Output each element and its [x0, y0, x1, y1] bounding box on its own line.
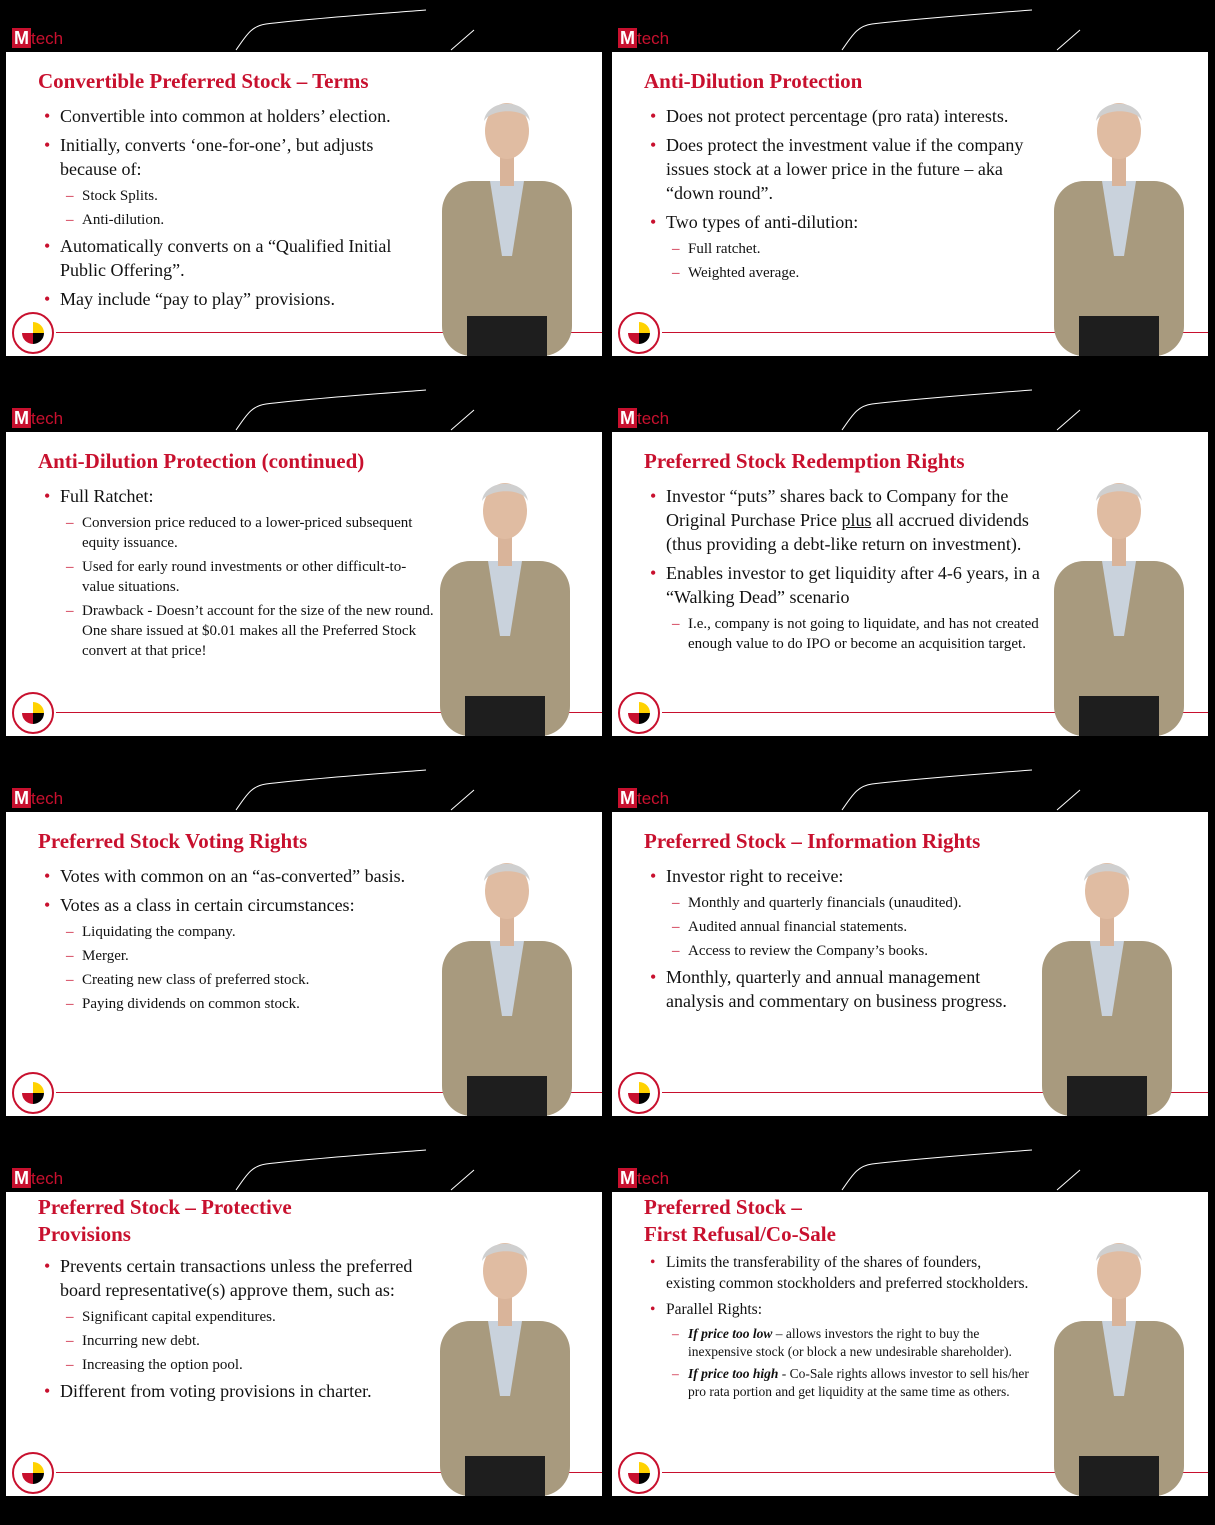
slide-redemption-rights[interactable] — [612, 386, 1208, 756]
slide-header-bar — [612, 1146, 1208, 1192]
bullet: • Does protect the investment value if the company issues stock at a lower price in the future – aka “down round”. — [650, 133, 1040, 205]
university-seal-icon — [618, 312, 660, 354]
bullet: • Enables investor to get liquidity after 4-6 years, in a “Walking Dead” scenario — [650, 561, 1040, 609]
slide-title: Preferred Stock – Protective Provisions — [38, 1195, 292, 1246]
slide-title: Preferred Stock – Information Rights — [644, 829, 981, 853]
bullet: • Votes as a class in certain circumstances: — [44, 893, 434, 917]
sub-bullet: – Access to review the Company’s books. — [650, 941, 1020, 961]
bullet: • Automatically converts on a “Qualified Initial Public Offering”. — [44, 234, 434, 282]
slide-body — [650, 1252, 1032, 1405]
mtech-logo: M tech — [620, 28, 670, 48]
sub-bullet: – Stock Splits. — [44, 186, 434, 206]
mtech-logo: M tech — [620, 788, 670, 808]
sub-bullet: – If price too high - Co-Sale rights allows investor to sell his/her pro rata portion and get liquidity at the same time as others. — [650, 1365, 1032, 1401]
slide-footer-bar — [6, 1116, 602, 1136]
mtech-logo: M tech — [14, 788, 64, 808]
slide-body — [44, 484, 434, 665]
slide-voting-rights[interactable] — [6, 766, 602, 1136]
mtech-logo: M tech — [14, 28, 64, 48]
slide-body — [650, 864, 1020, 1018]
sub-bullet: – Full ratchet. — [650, 239, 1040, 259]
bullet: • Initially, converts ‘one-for-one’, but adjusts because of: — [44, 133, 434, 181]
slide-footer-bar — [612, 1496, 1208, 1516]
presenter-image — [430, 1226, 580, 1496]
bullet: • Prevents certain transactions unless the preferred board representative(s) approve them, such as: — [44, 1254, 434, 1302]
slide-body — [650, 104, 1040, 287]
sub-bullet: – Conversion price reduced to a lower-priced subsequent equity issuance. — [44, 513, 434, 553]
slide-anti-dilution-continued[interactable] — [6, 386, 602, 756]
swoosh-decoration — [832, 6, 1082, 52]
sub-bullet: – Drawback - Doesn’t account for the size of the new round. One share issued at $0.01 makes all the Preferred Stock convert at that price! — [44, 601, 434, 661]
university-seal-icon — [618, 1072, 660, 1114]
slide-title: Preferred Stock Voting Rights — [38, 829, 308, 853]
sub-bullet: – Incurring new debt. — [44, 1331, 434, 1351]
swoosh-decoration — [832, 386, 1082, 432]
bullet: • Different from voting provisions in charter. — [44, 1379, 434, 1403]
university-seal-icon — [618, 1452, 660, 1494]
university-seal-icon — [12, 1072, 54, 1114]
sub-bullet: – Merger. — [44, 946, 434, 966]
slide-information-rights[interactable] — [612, 766, 1208, 1136]
slide-title: Convertible Preferred Stock – Terms — [38, 69, 369, 93]
bullet: • Limits the transferability of the shares of founders, existing common stockholders and preferred stockholders. — [650, 1252, 1032, 1294]
university-seal-icon — [12, 1452, 54, 1494]
slide-body — [44, 864, 434, 1018]
sub-bullet: – Significant capital expenditures. — [44, 1307, 434, 1327]
slide-footer-bar — [612, 356, 1208, 376]
swoosh-decoration — [226, 1146, 476, 1192]
presenter-image — [1044, 86, 1194, 356]
presenter-image — [1032, 846, 1182, 1116]
sub-bullet: – Monthly and quarterly financials (unaudited). — [650, 893, 1020, 913]
presenter-image — [1044, 1226, 1194, 1496]
slide-header-bar — [6, 1146, 602, 1192]
slide-first-refusal-co-sale[interactable] — [612, 1146, 1208, 1516]
mtech-logo: M tech — [620, 1168, 670, 1188]
slide-header-bar — [6, 6, 602, 52]
university-seal-icon — [12, 692, 54, 734]
slide-title: Anti-Dilution Protection (continued) — [38, 449, 365, 473]
slide-title: Anti-Dilution Protection — [644, 69, 863, 93]
sub-bullet: – Creating new class of preferred stock. — [44, 970, 434, 990]
bullet: • Convertible into common at holders’ election. — [44, 104, 434, 128]
slide-footer-bar — [6, 1496, 602, 1516]
sub-bullet: – Liquidating the company. — [44, 922, 434, 942]
bullet: • Does not protect percentage (pro rata) interests. — [650, 104, 1040, 128]
presenter-image — [432, 846, 582, 1116]
bullet: • Monthly, quarterly and annual management analysis and commentary on business progress. — [650, 965, 1020, 1013]
bullet: • Votes with common on an “as-converted” basis. — [44, 864, 434, 888]
bullet: • Full Ratchet: — [44, 484, 434, 508]
slide-protective-provisions[interactable] — [6, 1146, 602, 1516]
bullet: • Parallel Rights: — [650, 1299, 1032, 1320]
swoosh-decoration — [832, 766, 1082, 812]
bullet: • Investor “puts” shares back to Company for the Original Purchase Price plus all accrued dividends (thus providing a debt-like return on investment). — [650, 484, 1040, 556]
sub-bullet: – Paying dividends on common stock. — [44, 994, 434, 1014]
slide-header-bar — [6, 766, 602, 812]
slide-footer-bar — [612, 736, 1208, 756]
presenter-image — [432, 86, 582, 356]
sub-bullet: – Anti-dilution. — [44, 210, 434, 230]
swoosh-decoration — [226, 386, 476, 432]
swoosh-decoration — [226, 766, 476, 812]
slide-anti-dilution[interactable] — [612, 6, 1208, 376]
slide-footer-bar — [6, 736, 602, 756]
presenter-image — [430, 466, 580, 736]
slide-header-bar — [6, 386, 602, 432]
sub-bullet: – Used for early round investments or other difficult-to-value situations. — [44, 557, 434, 597]
slide-body — [44, 1254, 434, 1408]
sub-bullet: – Audited annual financial statements. — [650, 917, 1020, 937]
slide-title: Preferred Stock Redemption Rights — [644, 449, 965, 473]
sub-bullet: – Increasing the option pool. — [44, 1355, 434, 1375]
university-seal-icon — [618, 692, 660, 734]
slide-body — [44, 104, 434, 316]
slide-body — [650, 484, 1040, 658]
bullet: • May include “pay to play” provisions. — [44, 287, 434, 311]
slide-footer-bar — [612, 1116, 1208, 1136]
slide-convertible-terms[interactable] — [6, 6, 602, 376]
swoosh-decoration — [226, 6, 476, 52]
sub-bullet: – I.e., company is not going to liquidate, and has not created enough value to do IPO or become an acquisition target. — [650, 614, 1040, 654]
bullet: • Investor right to receive: — [650, 864, 1020, 888]
slide-footer-bar — [6, 356, 602, 376]
university-seal-icon — [12, 312, 54, 354]
slide-header-bar — [612, 6, 1208, 52]
swoosh-decoration — [832, 1146, 1082, 1192]
presenter-image — [1044, 466, 1194, 736]
sub-bullet: – Weighted average. — [650, 263, 1040, 283]
slide-header-bar — [612, 386, 1208, 432]
mtech-logo: M tech — [14, 408, 64, 428]
mtech-logo: M tech — [14, 1168, 64, 1188]
sub-bullet: – If price too low – allows investors the right to buy the inexpensive stock (or block a new undesirable shareholder). — [650, 1325, 1032, 1361]
bullet: • Two types of anti-dilution: — [650, 210, 1040, 234]
slide-header-bar — [612, 766, 1208, 812]
mtech-logo: M tech — [620, 408, 670, 428]
slide-title: Preferred Stock – First Refusal/Co-Sale — [644, 1195, 836, 1246]
